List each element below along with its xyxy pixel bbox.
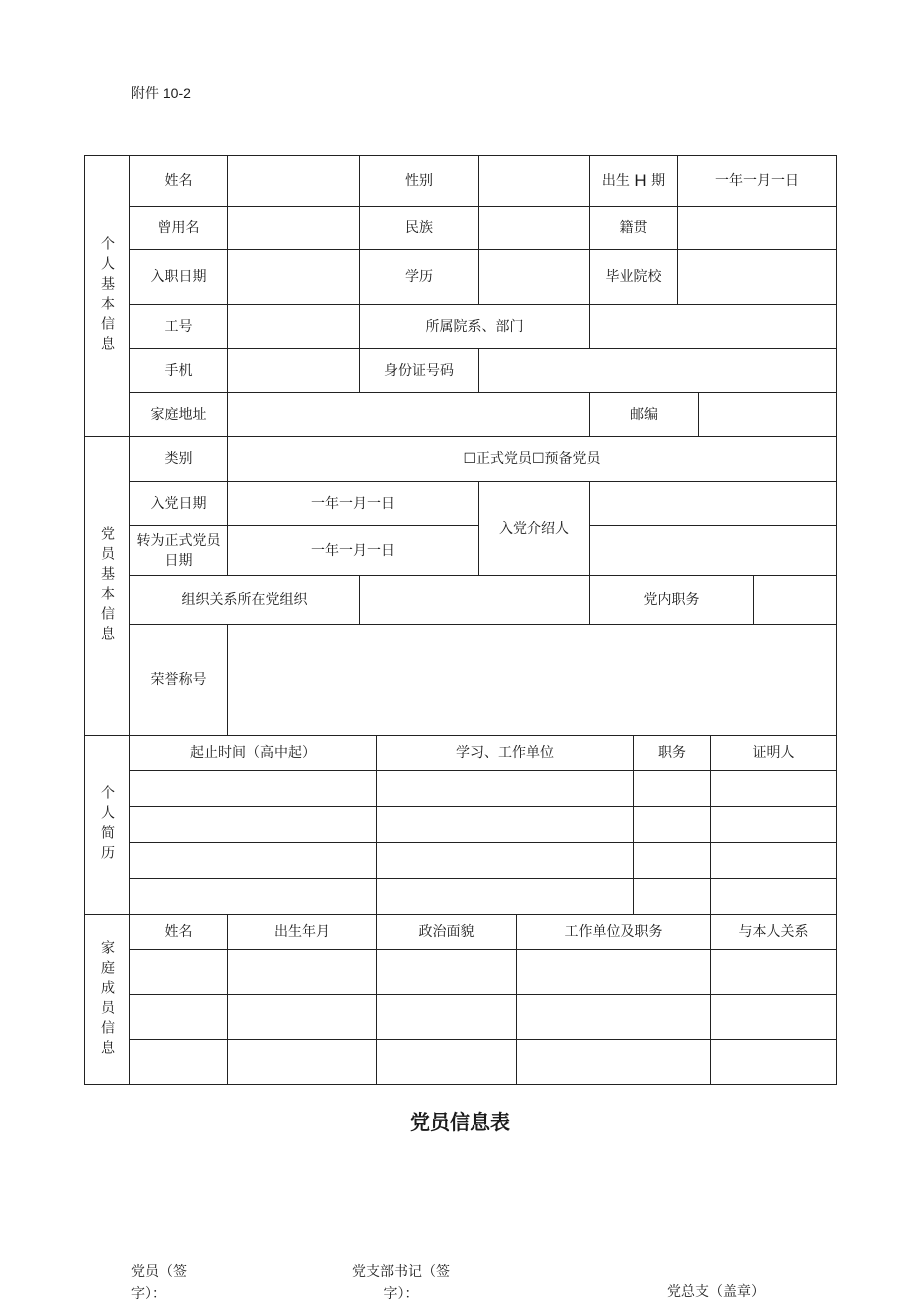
label-former-name: 曾用名 (157, 220, 200, 236)
form-title: 党员信息表 (410, 1110, 510, 1134)
section-family-label: 家庭成员信息 (99, 939, 115, 1060)
section-party-label: 党员基本信息 (99, 526, 115, 646)
label-education: 学历 (405, 269, 433, 285)
field-school[interactable] (678, 250, 836, 304)
signature-secretary (352, 1261, 450, 1305)
label-mobile: 手机 (164, 362, 193, 379)
label-name: 姓名 (164, 173, 193, 189)
label-organization: 组织关系所在党组织 (181, 592, 308, 608)
attachment-label: 附件 10-2 (131, 85, 191, 101)
label-native-place: 籍贯 (619, 220, 648, 236)
family-header-work: 工作单位及职务 (564, 924, 663, 940)
field-native-place[interactable] (678, 207, 836, 249)
field-formal-date[interactable]: 一年一月一日 (311, 542, 395, 559)
field-former-name[interactable] (228, 207, 359, 249)
field-gender[interactable] (479, 156, 589, 206)
label-gender: 性别 (405, 173, 433, 189)
resume-header-post: 职务 (658, 745, 686, 761)
signature-member-line2: 字）： (131, 1286, 166, 1302)
field-join-date[interactable]: 一年一月一日 (311, 495, 395, 512)
section-personal-info (85, 156, 129, 436)
label-school: 毕业院校 (605, 269, 662, 285)
resume-row[interactable] (130, 843, 836, 878)
field-organization[interactable] (360, 576, 589, 624)
signature-general-branch: 党总支（盖章） (667, 1284, 765, 1300)
label-join-date: 入党日期 (150, 495, 207, 512)
field-mobile[interactable] (228, 349, 359, 392)
family-row[interactable] (130, 995, 836, 1039)
label-introducer: 入党介绍人 (499, 520, 569, 537)
field-introducer-1[interactable] (590, 482, 836, 525)
signature-member-line1: 党员（签 (131, 1264, 187, 1280)
section-resume-label: 个人简历 (99, 785, 115, 865)
signature-secretary-line1: 党支部书记（签 (352, 1264, 450, 1280)
resume-header-witness: 证明人 (752, 745, 795, 761)
field-introducer-2[interactable] (590, 526, 836, 575)
section-party-info (85, 437, 129, 735)
family-row[interactable] (130, 1040, 836, 1084)
section-resume (85, 736, 129, 914)
field-name[interactable] (228, 156, 359, 206)
label-postcode: 邮编 (630, 406, 658, 423)
family-header-relation: 与本人关系 (738, 924, 809, 940)
signature-secretary-line2: 字）： (383, 1286, 419, 1302)
label-ethnicity: 民族 (405, 220, 433, 236)
field-party-post[interactable] (754, 576, 836, 624)
label-category: 类别 (164, 451, 193, 467)
section-family (85, 915, 129, 1084)
resume-row[interactable] (130, 879, 836, 914)
label-birth-date (590, 156, 677, 206)
field-id-number[interactable] (479, 349, 836, 392)
label-id-number: 身份证号码 (384, 362, 454, 379)
label-employee-id: 工号 (164, 318, 193, 335)
resume-header-period: 起止时间（高中起） (190, 745, 316, 761)
field-honors[interactable] (228, 625, 836, 735)
formal-date-line2: 日期 (164, 552, 193, 569)
formal-date-line1: 转为正式党员 (136, 532, 221, 549)
resume-row[interactable] (130, 771, 836, 806)
field-address[interactable] (228, 393, 589, 436)
section-personal-label: 个人基本信息 (99, 236, 115, 356)
family-header-name: 姓名 (164, 924, 193, 940)
label-entry-date: 入职日期 (150, 269, 207, 285)
label-formal-date (130, 526, 227, 575)
field-department[interactable] (590, 305, 836, 348)
signature-member (131, 1261, 187, 1305)
birth-suffix: 期 (651, 173, 666, 189)
field-category-options[interactable]: ☐正式党员☐预备党员 (463, 451, 601, 467)
field-education[interactable] (479, 250, 589, 304)
resume-header-unit: 学习、工作单位 (456, 745, 554, 761)
label-address: 家庭地址 (150, 406, 207, 423)
resume-row[interactable] (130, 807, 836, 842)
field-ethnicity[interactable] (479, 207, 589, 249)
label-honors: 荣誉称号 (150, 672, 207, 688)
field-employee-id[interactable] (228, 305, 359, 348)
family-header-birth: 出生年月 (274, 924, 330, 940)
field-birth-date[interactable]: 一年一月一日 (715, 173, 799, 189)
birth-h: H (634, 171, 647, 190)
birth-prefix: 出生 (601, 173, 630, 189)
field-entry-date[interactable] (228, 250, 359, 304)
family-header-political: 政治面貌 (418, 924, 475, 940)
field-postcode[interactable] (699, 393, 836, 436)
family-row[interactable] (130, 950, 836, 994)
label-department: 所属院系、部门 (425, 318, 524, 335)
label-party-post: 党内职务 (643, 592, 700, 608)
